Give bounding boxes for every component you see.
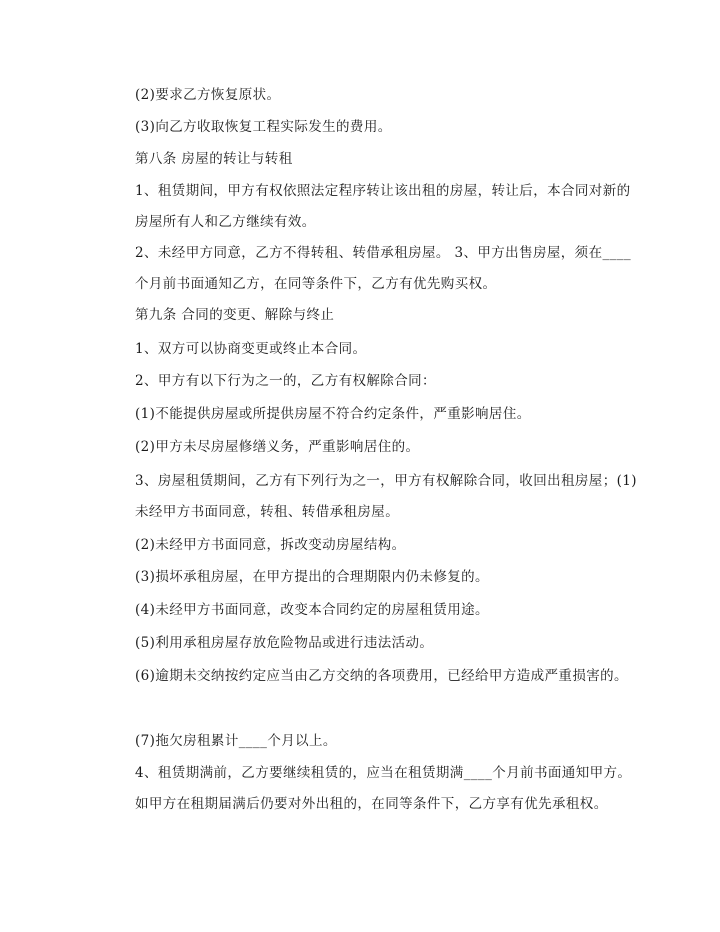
paragraph-9-3-4: (4)未经甲方书面同意，改变本合同约定的房屋租赁用途。	[135, 602, 489, 618]
paragraph-8-2-3: 2、未经甲方同意，乙方不得转租、转借承租房屋。 3、甲方出售房屋，须在____个月前书面通知乙方，在同等条件下，乙方有优先购买权。	[135, 245, 632, 292]
paragraph-9-3-5: (5)利用承租房屋存放危险物品或进行违法活动。	[135, 635, 434, 651]
paragraph-9-3-7: (7)拖欠房租累计____个月以上。	[135, 733, 337, 749]
paragraph-9-2-2: (2)甲方未尽房屋修缮义务，严重影响居住的。	[135, 439, 420, 455]
paragraph-9-3: 3、房屋租赁期间，乙方有下列行为之一，甲方有权解除合同，收回出租房屋；(1)未经甲方书面同意，转租、转借承租房屋。	[135, 473, 637, 520]
paragraph-9-3-2: (2)未经甲方书面同意，拆改变动房屋结构。	[135, 537, 406, 553]
paragraph-restore-cost: (3)向乙方收取恢复工程实际发生的费用。	[135, 119, 392, 135]
paragraph-restore-original: (2)要求乙方恢复原状。	[135, 87, 281, 103]
heading-article-9: 第九条 合同的变更、解除与终止	[135, 307, 335, 323]
paragraph-9-1: 1、双方可以协商变更或终止本合同。	[135, 341, 367, 357]
paragraph-8-1: 1、租赁期间，甲方有权依照法定程序转让该出租的房屋，转让后，本合同对新的房屋所有人和乙方继续有效。	[135, 183, 631, 230]
heading-article-8: 第八条 房屋的转让与转租	[135, 151, 293, 167]
paragraph-9-2-1: (1)不能提供房屋或所提供房屋不符合约定条件，严重影响居住。	[135, 406, 531, 422]
paragraph-9-2: 2、甲方有以下行为之一的，乙方有权解除合同：	[135, 373, 436, 389]
paragraph-9-4: 4、租赁期满前，乙方要继续租赁的，应当在租赁期满____个月前书面通知甲方。 如甲方在租期届满后仍要对外出租的，在同等条件下，乙方享有优先承租权。	[135, 765, 632, 812]
paragraph-9-3-3: (3)损坏承租房屋，在甲方提出的合理期限内仍未修复的。	[135, 569, 489, 585]
paragraph-9-3-6: (6)逾期未交纳按约定应当由乙方交纳的各项费用，已经给甲方造成严重损害的。	[135, 668, 628, 684]
